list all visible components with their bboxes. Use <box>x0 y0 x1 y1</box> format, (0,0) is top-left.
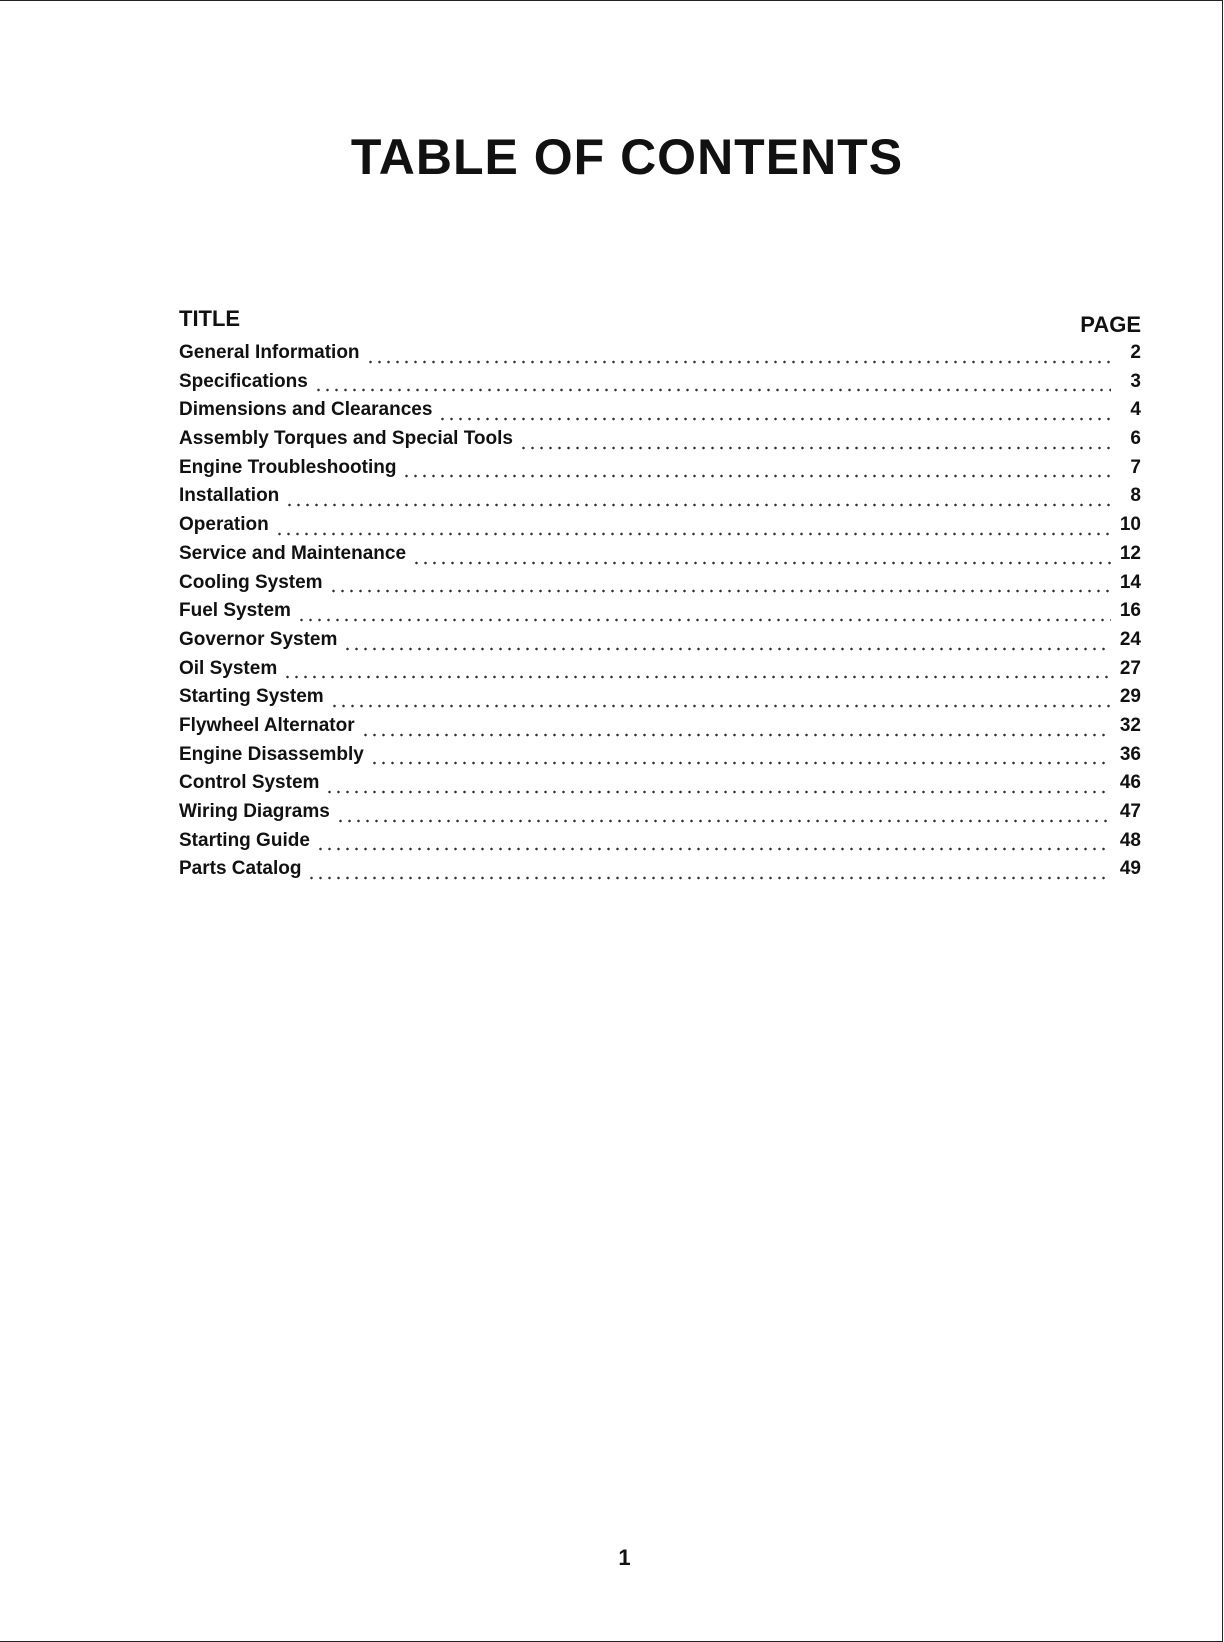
toc-entry-page: 12 <box>1119 542 1141 564</box>
dot-leader <box>330 702 1111 710</box>
toc-entry-label: Wiring Diagrams <box>179 801 330 822</box>
toc-entry-label: Fuel System <box>179 600 291 622</box>
toc-entry-label: Governor System <box>179 628 338 650</box>
dot-leader <box>283 673 1111 681</box>
dot-leader <box>285 501 1111 509</box>
toc-entry-page: 4 <box>1130 399 1141 421</box>
toc-entry-page: 8 <box>1130 485 1141 507</box>
toc-entry-label: Flywheel Alternator <box>179 714 355 736</box>
toc-entry[interactable] <box>179 715 1141 744</box>
toc-header-page: PAGE <box>1080 312 1141 337</box>
toc-entry-label: Starting Guide <box>179 829 310 851</box>
toc-entry-label: Engine Disassembly <box>179 743 364 765</box>
dot-leader <box>316 845 1111 853</box>
toc-entry-label: Installation <box>179 485 280 507</box>
toc-entry-page: 47 <box>1119 801 1141 822</box>
dot-leader <box>343 645 1111 653</box>
toc-entry-label: Engine Troubleshooting <box>179 456 397 478</box>
toc-entry-label: Assembly Torques and Special Tools <box>179 428 513 450</box>
dot-leader <box>297 616 1111 624</box>
dot-leader <box>361 731 1111 739</box>
dot-leader <box>412 559 1111 567</box>
toc-entry[interactable] <box>179 744 1141 773</box>
toc-list <box>179 342 1141 887</box>
toc-entry[interactable] <box>179 772 1141 801</box>
dot-leader <box>275 530 1111 538</box>
toc-entry-label: General Information <box>179 342 360 363</box>
dot-leader <box>370 759 1111 767</box>
toc-entry[interactable] <box>179 428 1141 457</box>
dot-leader <box>307 874 1111 882</box>
toc-entry-label: Service and Maintenance <box>179 542 407 564</box>
page-title: TABLE OF CONTENTS <box>350 129 904 185</box>
toc-entry-label: Parts Catalog <box>179 858 302 880</box>
toc-entry-label: Cooling System <box>179 571 323 593</box>
toc-entry[interactable] <box>179 485 1141 514</box>
toc-entry[interactable] <box>179 572 1141 601</box>
toc-entry-page: 14 <box>1119 571 1141 593</box>
toc-entry-page: 49 <box>1119 858 1141 880</box>
toc-entry[interactable] <box>179 543 1141 572</box>
toc-entry-label: Specifications <box>179 370 308 392</box>
toc-entry[interactable] <box>179 457 1141 486</box>
dot-leader <box>325 788 1111 796</box>
toc-entry[interactable] <box>179 629 1141 658</box>
toc-entry-page: 46 <box>1119 772 1141 794</box>
toc-entry-page: 10 <box>1119 514 1141 536</box>
toc-header <box>179 306 1141 342</box>
toc-entry[interactable] <box>179 600 1141 629</box>
toc-entry[interactable] <box>179 399 1141 428</box>
page-number: 1 <box>618 1545 631 1570</box>
toc-entry[interactable] <box>179 371 1141 400</box>
dot-leader <box>329 587 1111 595</box>
dot-leader <box>314 386 1111 394</box>
toc-entry-page: 24 <box>1119 628 1141 650</box>
toc-entry-page: 3 <box>1130 370 1141 392</box>
toc-entry-page: 32 <box>1119 714 1141 736</box>
dot-leader <box>402 472 1111 480</box>
toc-entry-page: 48 <box>1119 829 1141 851</box>
toc-entry-page: 2 <box>1130 342 1141 363</box>
toc-entry-label: Starting System <box>179 686 324 708</box>
toc-entry-page: 27 <box>1119 657 1141 679</box>
toc-entry[interactable] <box>179 801 1141 830</box>
toc-entry-page: 36 <box>1119 743 1141 765</box>
dot-leader <box>438 415 1111 423</box>
toc-entry[interactable] <box>179 858 1141 887</box>
toc-entry[interactable] <box>179 658 1141 687</box>
dot-leader <box>519 444 1111 452</box>
toc-entry-label: Operation <box>179 514 269 536</box>
toc-entry-label: Oil System <box>179 657 278 679</box>
toc-entry-page: 6 <box>1130 428 1141 450</box>
toc-entry-page: 7 <box>1130 456 1141 478</box>
dot-leader <box>336 817 1111 825</box>
toc-entry[interactable] <box>179 514 1141 543</box>
toc-entry-page: 16 <box>1119 600 1141 622</box>
table-of-contents <box>179 306 1141 887</box>
toc-entry[interactable] <box>179 342 1141 371</box>
toc-entry[interactable] <box>179 686 1141 715</box>
toc-entry-label: Dimensions and Clearances <box>179 399 433 421</box>
toc-entry[interactable] <box>179 830 1141 859</box>
dot-leader <box>366 358 1111 366</box>
toc-entry-label: Control System <box>179 772 320 794</box>
toc-entry-page: 29 <box>1119 686 1141 708</box>
toc-header-title: TITLE <box>179 306 241 331</box>
